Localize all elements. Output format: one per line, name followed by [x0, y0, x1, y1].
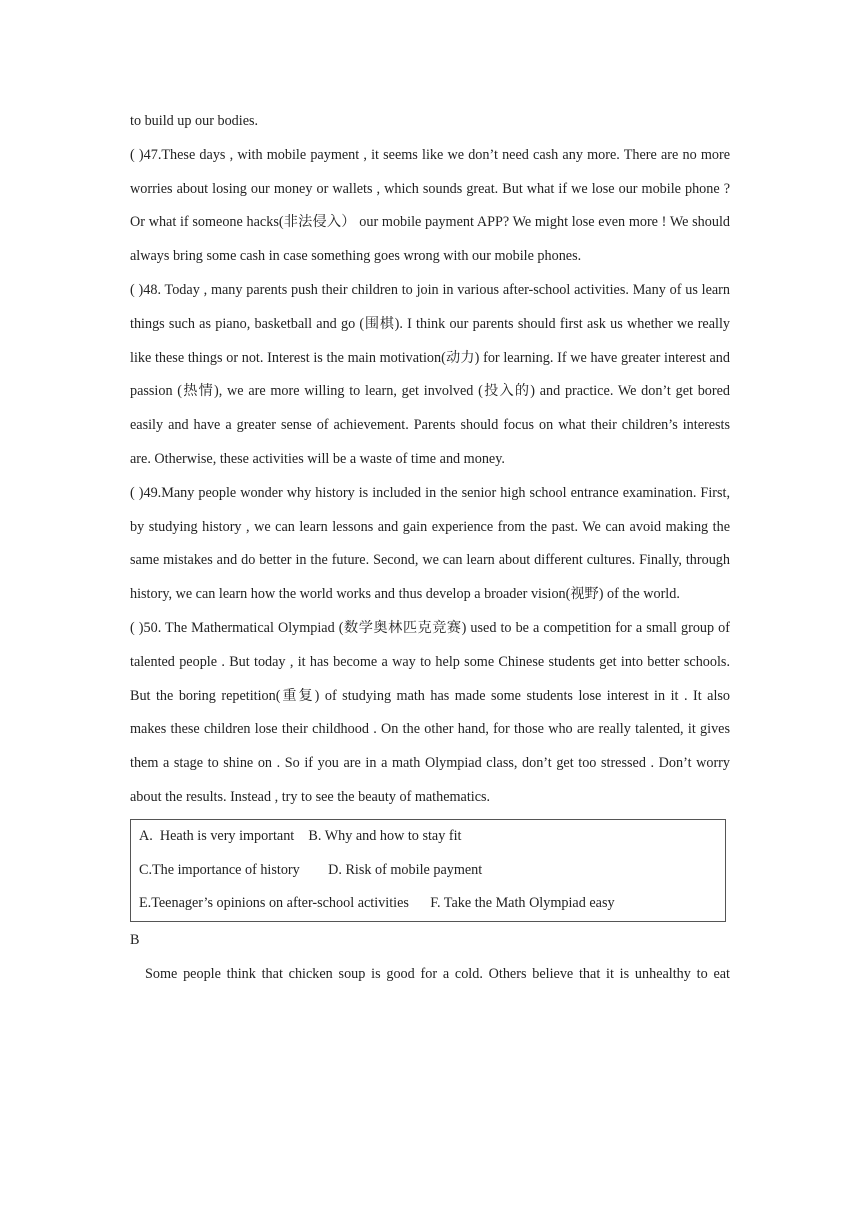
- document-page: [130, 105, 730, 992]
- paragraph-48: ( )48. Today , many parents push their children to join in various after-school activities. Many of us learn things such as piano, basketball and go (围棋). I think our parents should first ask us whether we really like these things or not. Interest is the main motivation(动力) for learning. If we have greater interest and passion (热情), we are more willing to learn, get involved (投入的) and practice. We don’t get bored easily and have a greater sense of achievement. Parents should focus on what their children’s interests are. Otherwise, these activities will be a waste of time and money.: [130, 281, 730, 467]
- options-row-2: C.The importance of history D. Risk of mobile payment: [139, 861, 483, 878]
- paragraph-46-tail: to build up our bodies.: [130, 113, 259, 129]
- paragraph-47: ( )47.These days , with mobile payment , it seems like we don’t need cash any more. There are no more worries about losing our money or wallets , which sounds great. But what if we lose our mobile phone ? Or what if someone hacks(非法侵入） our mobile payment APP? We might lose even more ! We should always bring some cash in case something goes wrong with our mobile phones.: [130, 146, 730, 265]
- options-box: [130, 819, 726, 922]
- section-b-intro: Some people think that chicken soup is good for a cold. Others believe that it is unhealthy to eat: [145, 965, 730, 982]
- section-b-label: B: [130, 932, 140, 949]
- paragraph-50: ( )50. The Mathermatical Olympiad (数学奥林匹克竞赛) used to be a competition for a small group of talented people . But today , it has become a way to help some Chinese students get into better schools. But the boring repetition(重复) of studying math has made some students lose interest in it . It also makes these children lose their childhood . On the other hand, for those who are really talented, it gives them a stage to shine on . So if you are in a math Olympiad class, don’t get too stressed . Don’t worry about the results. Instead , try to see the beauty of mathematics.: [130, 619, 730, 805]
- options-row-3: E.Teenager’s opinions on after-school activities F. Take the Math Olympiad easy: [139, 895, 615, 912]
- paragraph-49: ( )49.Many people wonder why history is included in the senior high school entrance examination. First, by studying history , we can learn lessons and gain experience from the past. We can avoid making the same mistakes and do better in the future. Second, we can learn about different cultures. Finally, through history, we can learn how the world works and thus develop a broader vision(视野) of the world.: [130, 484, 730, 603]
- options-row-1: A. Heath is very important B. Why and how to stay fit: [139, 827, 462, 844]
